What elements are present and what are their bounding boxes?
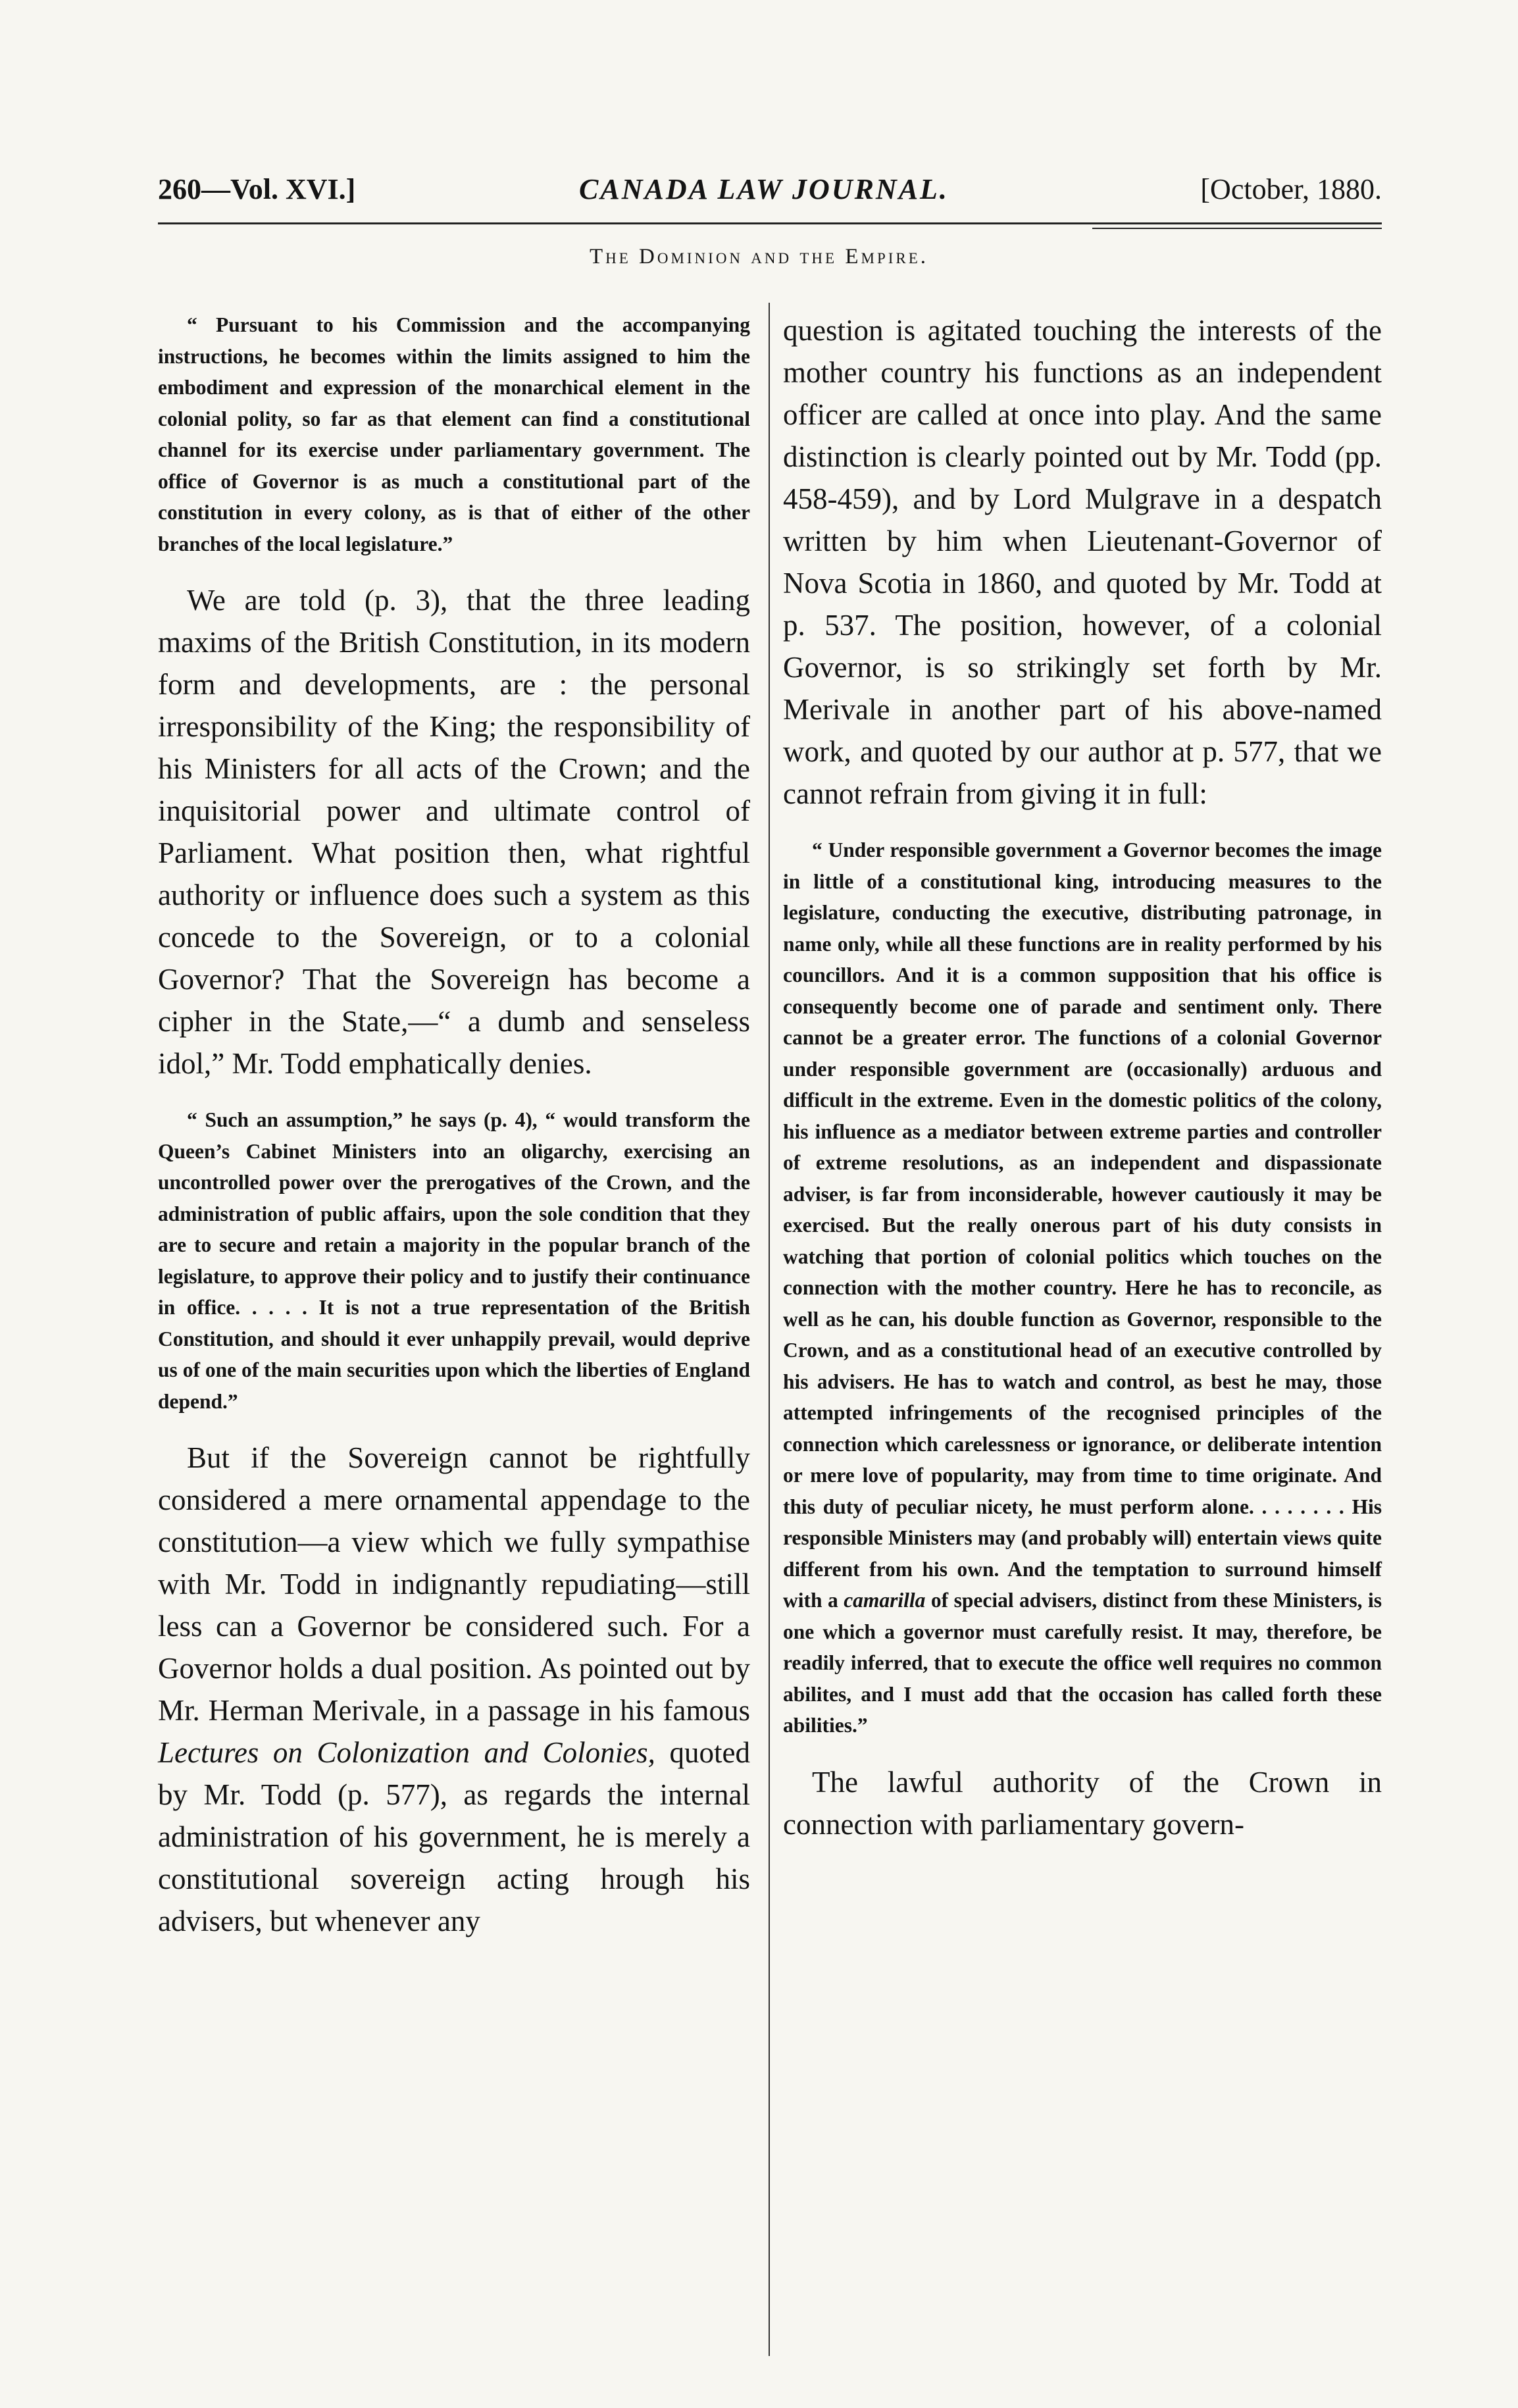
body-paragraph-lawful-authority: The lawful authority of the Crown in connection with parliamentary govern-: [783, 1765, 1382, 1841]
paragraph-text: But if the Sovereign cannot be rightfully considered a mere ornamental appendage to the constitution—a view which we fully sympathise with Mr. Todd in indignantly repudiating—still less can a Governor be considered such. For a Governor holds a dual position. As pointed out by Mr. Herman Merivale, in a passage in his famous: [158, 1441, 750, 1727]
header-rule-short: [1092, 228, 1382, 229]
issue-date: [October, 1880.: [1200, 173, 1382, 205]
block-quote-commission: “ Pursuant to his Commission and the accompanying instructions, he becomes within the limits assigned to him the embodiment and expression of the monarchical element in the colonial polity, so far as that element can find a constitutional channel for its exercise under parliamentary government. The office of Governor is as much a constitutional part of the constitution in every colony, as is that of either of the other branches of the local legislature.”: [158, 313, 750, 555]
running-header: [158, 172, 1382, 212]
book-title: Lectures on Colonization and Colonies,: [158, 1736, 655, 1769]
block-quote-assumption: “ Such an assumption,” he says (p. 4), “ would transform the Queen’s Cabinet Ministers into an oligarchy, exercising an uncontrolled power over the prerogatives of the Crown, and the administration of public affairs, upon the sole condition that they are to secure and retain a majority in the popular branch of the legislature, to approve their policy and to justify their continuance in office. . . . . It is not a true representation of the British Constitution, and should it ever unhappily prevail, would deprive us of one of the main securities upon which the liberties of England depend.”: [158, 1108, 750, 1413]
body-paragraph-dual-position: [158, 1437, 750, 1942]
paragraph-text: quoted by Mr. Todd (p. 577), as regards the internal administration of his government, he is merely a constitutional sovereign acting hrough his advisers, but whenever any: [158, 1736, 750, 1937]
italic-term: camarilla: [844, 1589, 926, 1612]
block-quote-responsible-government: [783, 834, 1382, 1741]
section-title: The Dominion and the Empire.: [589, 245, 929, 269]
journal-title: CANADA LAW JOURNAL.: [579, 173, 949, 205]
right-column: [783, 309, 1382, 1865]
body-paragraph-maxims: We are told (p. 3), that the three leading maxims of the British Constitution, in its modern form and developments, are : the personal irresponsibility of the King; the responsibility of his Ministers for all acts of the Crown; and the inquisitorial power and ultimate control of Parliament. What position then, what rightful authority or influence does such a system as this concede to the Sovereign, or to a colonial Governor? That the Sovereign has become a cipher in the State,—“ a dumb and senseless idol,” Mr. Todd emphatically denies.: [158, 584, 750, 1080]
quote-text: “ Under responsible government a Governor becomes the image in little of a constitutional king, introducing measures to the legislature, conducting the executive, distributing patronage, in name only, while all these functions are in reality performed by his councillors. And it is a common supposition that his office is consequently become one of parade and sentiment only. There cannot be a greater error. The functions of a colonial Governor under responsible government are (occasionally) arduous and difficult in the extreme. Even in the domestic politics of the colony, his influence as a mediator between extreme parties and controller of extreme resolutions, as an independent and dispassionate adviser, is far from inconsiderable, however cautiously it may be exercised. But the really onerous part of his duty consists in watching that portion of colonial politics which touches on the connection with the mother country. Here he has to reconcile, as well as he can, his double function as Governor, responsible to the Crown, and as a constitutional head of an executive controlled by his advisers. He has to watch and control, as best he may, those attempted infringements of the recognised principles of the connection which carelessness or ignorance, or deliberate intention or mere love of popularity, may from time to time originate. And this duty of peculiar nicety, he must perform alone. . . . . . . . His responsible Ministers may (and probably will) entertain views quite different from his own. And the temptation to surround himself with a: [783, 838, 1382, 1612]
column-divider: [769, 303, 770, 2356]
body-paragraph-continued: question is agitated touching the interests of the mother country his functions as an independent officer are called at once into play. And the same distinction is clearly pointed out by Mr. Todd (pp. 458-459), and by Lord Mulgrave in a despatch written by him when Lieutenant-Governor of Nova Scotia in 1860, and quoted by Mr. Todd at p. 537. The position, however, of a colonial Governor, is so strikingly set forth by Mr. Merivale in another part of his above-named work, and quoted by our author at p. 577, that we cannot refrain from giving it in full:: [783, 314, 1382, 810]
left-column: [158, 309, 750, 1962]
header-rule: [158, 222, 1382, 224]
quote-text: of special advisers, distinct from these Ministers, is one which a governor must carefully resist. It may, therefore, be readily inferred, that to execute the office well requires no common abilites, and I must add that the occasion has called forth these abilities.”: [783, 1589, 1382, 1737]
page-volume-label: 260—Vol. XVI.]: [158, 173, 356, 205]
